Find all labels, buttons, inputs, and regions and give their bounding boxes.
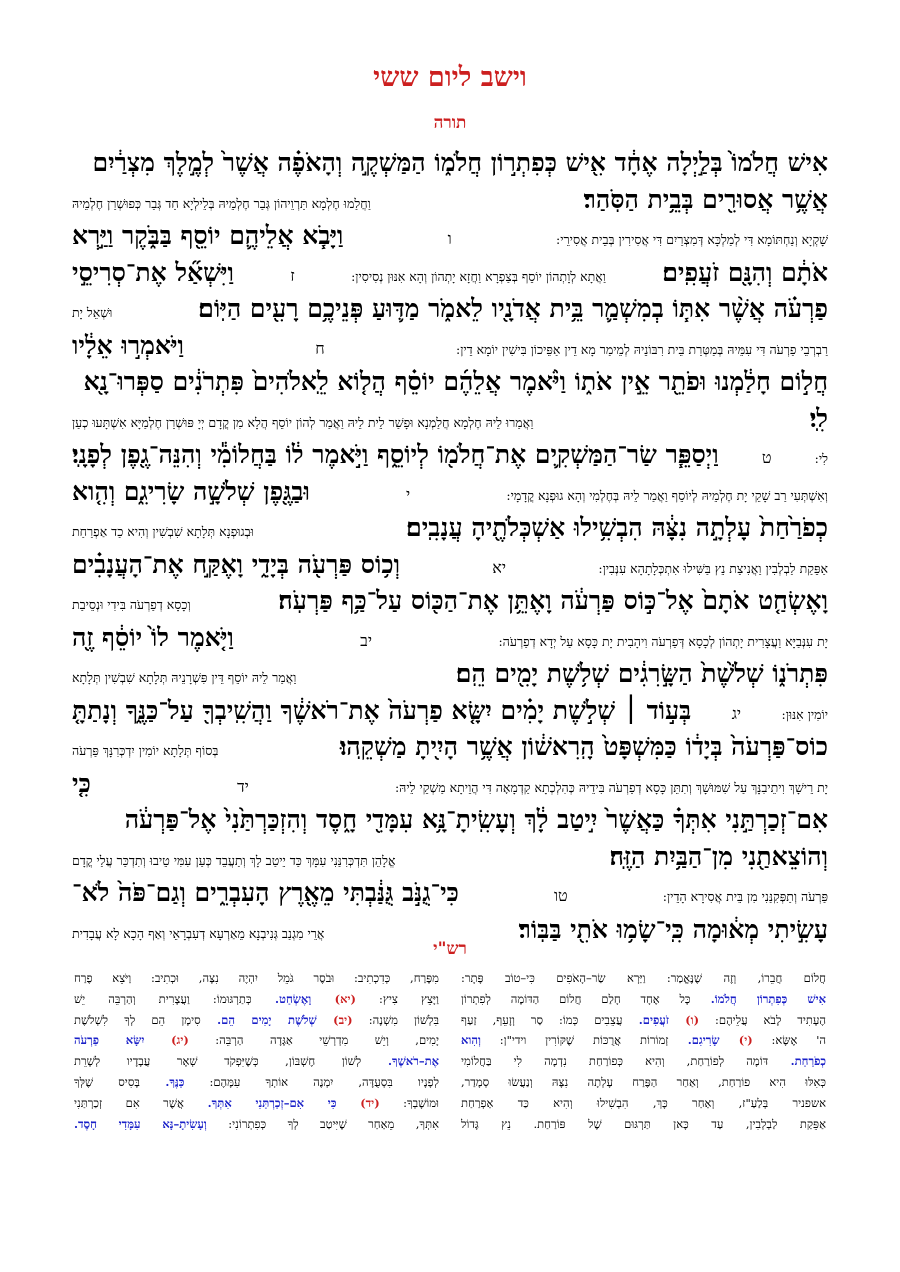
dibur-hamatchil: כַּנֶּךָ. xyxy=(139,1074,185,1089)
rashi-text: וּמוֹשָׁבְךָ: xyxy=(379,1095,439,1110)
rashi-line xyxy=(461,989,826,1010)
targum-text: אֱלָהֵן תִּדְכְּרִנַּנִי עִמָּךְ כַּד יֵיטַב לָךְ וְתַעֲבֵד כְּעַן עִמִּי טֵיבוּ וְתִדְכַּר עֲלַי קֳדָם xyxy=(72,852,396,868)
rashi-verse-ref: (י) xyxy=(719,1033,753,1048)
targum-text: וַאֲמַר לֵיהּ יוֹסֵף דֵּין פִּשְׁרָנֵיהּ תְּלָתָא שִׁבְשִׁין תְּלָתָא xyxy=(72,670,297,685)
rashi-commentary xyxy=(74,968,826,1248)
rashi-line xyxy=(461,968,826,989)
rashi-text: סִימָן הֵם לְךָ לִשְׁלֹשֶׁת xyxy=(74,1012,201,1027)
torah-line xyxy=(72,547,828,584)
verse-text: לִֽי׃ xyxy=(809,403,828,433)
rashi-line xyxy=(461,1093,826,1114)
torah-line xyxy=(72,729,828,766)
rashi-heading: רש"י xyxy=(433,939,467,959)
dibur-hamatchil: כִּי אִם–זְכַרְתַּנִי אִתְּךָ. xyxy=(183,1095,337,1110)
rashi-text: בִּלְשׁוֹן מִשְׁנָה: xyxy=(352,1012,439,1027)
rashi-text: יָמִים, וְיֵשׁ מִדְרְשֵׁי אַגָּדָה הַרְבֵּה: xyxy=(188,1033,439,1048)
verse-number: יא xyxy=(492,557,507,577)
torah-line xyxy=(72,839,828,876)
verse-text: פִּתְרֹנ֑וֹ שְׁלֹ֙שֶׁת֙ הַשָּׂ֣רִגִ֔ים שְׁלֹ֥שֶׁת יָמִ֖ים הֵֽם׃ xyxy=(455,659,828,688)
torah-line xyxy=(72,255,828,292)
verse-text: וָאֶשְׂחַ֤ט אֹתָם֙ אֶל־כּ֣וֹס פַּרְעֹ֔ה וָאֶתֵּ֥ן אֶת־הַכּ֖וֹס עַל־כַּ֥ף פַּרְעֹֽה׃ xyxy=(278,586,828,615)
targum-text: יָת עִנְּבַיָּא וַעֲצָרִית יָתְהוֹן לְכָסָא דְּפַרְעֹה וִיהָבִית יָת כָּסָא עַל יְדָא דְפַרְעֹה: xyxy=(498,633,828,649)
torah-text-block xyxy=(72,145,828,948)
rashi-text: דּוֹמָה לְפוֹרַחַת, וְהִיא כְּפוֹרַחַת נִדְמָה לִי בַּחֲלוֹמִי xyxy=(461,1054,769,1069)
verse-number: ז xyxy=(290,265,295,285)
dibur-hamatchil: זֹעֲפִים. xyxy=(622,1012,669,1027)
rashi-line xyxy=(74,1072,439,1093)
targum-text: וַאֲתָא לְוָתְהוֹן יוֹסֵף בְּצַפְרָא וַחֲזָא יָתְהוֹן וְהָא אִנּוּן נְסִיסִין: xyxy=(351,268,606,284)
rashi-line xyxy=(461,1010,826,1031)
dibur-hamatchil: שְׁלֹשֶׁת יָמִים הֵם. xyxy=(200,1012,317,1027)
verse-text: אֹתָ֔ם וְהִנָּ֖ם זֹעֲפִֽים׃ xyxy=(662,257,828,287)
verse-text: וְהוֹצֵאתַ֖נִי מִן־הַבַּ֥יִת הַזֶּֽה׃ xyxy=(609,841,828,871)
targum-text: שָׁקְיָא וְנַחְתּוֹמָא דִּי לְמַלְכָּא דְּמִצְרַיִם דִּי אֲסִירִין בְּבֵית אֲסִירֵי: xyxy=(556,232,828,247)
verse-text: וּבַגֶּ֖פֶן שְׁלֹשָׁ֣ה שָׂרִיגִ֑ם וְהִ֤וא xyxy=(72,476,310,506)
rashi-line xyxy=(74,989,439,1010)
rashi-verse-ref: (יד) xyxy=(336,1095,380,1110)
rashi-line xyxy=(74,1051,439,1072)
torah-line xyxy=(72,218,828,255)
torah-line xyxy=(72,182,828,219)
rashi-text: וַיָּצֵץ צִיץ: xyxy=(355,991,439,1006)
targum-text: יָת רֵישָׁךְ וִיתֵיבִנָּךְ עַל שִׁמּוּשָׁךְ וְתִתֵּן כָּסָא דְפַרְעֹה בִּידֵיהּ כְּהִלְכְתָא קַדְמָאָה דִּי הֲוֵיתָא מַשְׁקֵי לֵיהּ: xyxy=(394,779,828,795)
torah-line xyxy=(72,583,828,620)
verse-number: ט xyxy=(761,448,772,467)
torah-line xyxy=(72,364,828,401)
targum-text: וַחֲלַמוּ חֶלְמָא תַּרְוֵיהוֹן גְּבַר חֶלְמֵיהּ בְּלֵילְיָא חַד גְּבַר כְּפוּשְׁרַן חֶלְמֵיהּ xyxy=(72,195,371,211)
verse-text: עָשִׂ֣יתִי מְא֔וּמָה כִּֽי־שָׂמ֥וּ אֹתִ֖י בַּבּֽוֹר׃ xyxy=(518,914,828,944)
verse-text: אִם־זְכַרְתַּ֣נִי אִתְּךָ֗ כַּאֲשֶׁר֙ יִ֣יטַב לָ֔ךְ וְעָשִֽׂיתָ־נָּ֥א עִמָּדִ֖י חָ֑סֶד וְהִזְכַּרְתַּ֙נִי֙ אֶל־פַּרְעֹ֔ה xyxy=(124,805,828,834)
torah-line xyxy=(72,291,828,328)
rashi-line xyxy=(461,1072,826,1093)
dibur-hamatchil: וְהִוא xyxy=(461,1033,481,1048)
torah-line xyxy=(72,656,828,693)
targum-text: רַבְרְבֵי פַרְעֹה דִּי עִמֵּיהּ בְּמַטְּרַת בֵּית רִבּוֹנֵיהּ לְמֵימַר מָא דֵין אַפֵּיכוֹן בִּישִׁין יוֹמָא דֵין: xyxy=(455,341,828,357)
rashi-text: אֲשֶׁר אִם זְכַרְתַּנִי xyxy=(74,1095,184,1110)
torah-line xyxy=(72,437,828,474)
verse-text: כִּ֤י xyxy=(72,768,91,798)
rashi-text: ה' אֶשָּׂא: xyxy=(752,1033,826,1048)
verse-text: פַרְעֹ֗ה אֲשֶׁ֨ר אִתּ֧וֹ בְמִשְׁמַ֛ר בֵּ֥ית אֲדֹנָ֖יו לֵאמֹ֑ר מַדּ֛וּעַ פְּנֵיכֶ֥ם רָעִ֖ים הַיּֽוֹם׃ xyxy=(198,294,828,323)
targum-text: לִי: xyxy=(814,451,828,466)
verse-text: וַיֹּ֤אמֶר לוֹ֙ יוֹסֵ֔ף זֶ֖ה xyxy=(72,622,234,652)
rashi-text: זְמוֹרוֹת אֲרֻכּוֹת שֶׁקּוֹרִין וידי"ן: xyxy=(480,1033,669,1048)
dibur-hamatchil: וָאֶשְׂחַט. xyxy=(251,991,312,1006)
torah-line xyxy=(72,802,828,839)
rashi-text: אַפֵּקַת לַבְלְבִין, עַד כָּאן תַּרְגּוּם שֶׁל פּוֹרַחַת. נֵץ גָּדוֹל xyxy=(461,1116,826,1131)
rashi-text: מִפֶּרַח, כְּדִכְתִיב: וּבֹסֶר גֹּמֵל יִהְיֶה נִצָּה, וּכְתִיב: וַיֹּצֵא פֶרַח xyxy=(74,971,439,985)
rashi-column-right xyxy=(461,968,826,1248)
verse-text: כוֹס־פַּרְעֹה֙ בְּיָד֔וֹ כַּמִּשְׁפָּט֙ הָֽרִאשׁ֔וֹן אֲשֶׁ֥ר הָיִ֖יתָ מַשְׁקֵֽהוּ׃ xyxy=(339,732,828,761)
rashi-line xyxy=(74,1030,439,1051)
targum-text: וּבְגוּפְנָא תְּלָתָא שִׁבְשִׁין וְהִיא כַד אַפְרַחַת xyxy=(72,524,254,539)
rashi-verse-ref: (יג) xyxy=(144,1033,189,1048)
verse-number: יד xyxy=(236,776,249,796)
verse-text: וַיָּבֹ֧א אֲלֵיהֶ֛ם יוֹסֵ֖ף בַּבֹּ֑קֶר וַיַּ֣רְא xyxy=(72,221,344,250)
rashi-text: הֶעָתִיד לָבֹא עֲלֵיהֶם: xyxy=(699,1012,826,1027)
rashi-verse-ref: (ו) xyxy=(668,1012,700,1027)
torah-line xyxy=(72,145,828,182)
verse-text: וַיֹּאמְר֣וּ אֵלָ֔יו xyxy=(72,330,184,360)
rashi-line xyxy=(74,968,439,989)
verse-text: בְּע֣וֹד ׀ שְׁלֹ֣שֶׁת יָמִ֗ים יִשָּׂ֤א פַרְעֹה֙ אֶת־רֹאשֶׁ֔ךָ וַהֲשִֽׁיבְךָ֖ עַל־כַּנֶּ֑ךָ וְנָתַתָּ֤ xyxy=(72,695,692,725)
rashi-verse-ref: (יב) xyxy=(316,1012,353,1027)
torah-line xyxy=(72,766,828,803)
torah-line xyxy=(72,693,828,730)
rashi-text: עֲצֵבִים כְּמוֹ: סַר וְזָעֵף, זַעַף xyxy=(461,1012,623,1027)
verse-text: וַיְסַפֵּ֧ר שַׂר־הַמַּשְׁקִ֛ים אֶת־חֲלֹמ֖וֹ לְיוֹסֵ֑ף וַיֹּ֣אמֶר ל֔וֹ בַּחֲלוֹמִ֕י וְהִנֵּה־גֶ֖פֶן לְפָנָֽי׃ xyxy=(72,440,719,469)
verse-text: כְפֹרַ֙חַת֙ עָלְתָ֣ה נִצָּ֔הּ הִבְשִׁ֥ילוּ אַשְׁכְּלֹתֶ֖יהָ עֲנָבִֽים׃ xyxy=(406,513,828,542)
torah-line xyxy=(72,328,828,365)
verse-text: אֲשֶׁ֥ר אֲסוּרִ֖ים בְּבֵ֥ית הַסֹּֽהַר׃ xyxy=(583,184,828,214)
verse-text: אִישׁ חֲלֹמוֹ֙ בְּלַ֣יְלָה אֶחָ֔ד אִ֖ישׁ כְּפִתְר֣וֹן חֲלֹמ֑וֹ הַמַּשְׁקֶ֣ה וְהָאֹפֶ֗ה אֲשֶׁר֙ לְמֶ֣לֶךְ מִצְרַ֔יִם xyxy=(92,148,828,177)
verse-number: י xyxy=(406,484,411,504)
rashi-text: אִתְּךָ, מֵאַחַר שֶׁיִּיטַב לְךָ כְּפִתְרוֹנִי: xyxy=(206,1116,439,1131)
rashi-line xyxy=(74,1010,439,1031)
rashi-text: חֲלוֹם חֲבֵרוֹ, וְזֶה שֶׁנֶּאֱמַר: וַיַּרְא שַׂר–הָאֹפִים כִּי–טוֹב פָּתָר: xyxy=(461,971,826,985)
dibur-hamatchil: אִישׁ כְּפִתְרוֹן חֲלֹמוֹ. xyxy=(690,991,826,1006)
rashi-text: בָּסִיס שֶׁלְּךָ xyxy=(74,1074,140,1089)
dibur-hamatchil: שָׂרִיגִם. xyxy=(668,1033,720,1048)
rashi-line xyxy=(461,1114,826,1135)
page-title: וישב ליום ששי xyxy=(373,62,527,93)
targum-text: וְאִשְׁתְּעִי רַב שָׁקֵי יָת חֶלְמֵיהּ לְיוֹסֵף וַאֲמַר לֵיהּ בְּחֶלְמִי וְהָא גוּפְנָא קֳדָמָי: xyxy=(506,487,828,503)
targum-text: בְּסוֹף תְּלָתָא יוֹמִין יִדְכְּרִנָּךְ פַּרְעֹה xyxy=(72,743,219,758)
targum-text: פַּרְעֹה וְתַפְּקִנַּנִי מִן בֵּית אֲסִירָא הָדֵין: xyxy=(662,889,828,904)
targum-text: אַפֵּקַת לַבְלְבִין וַאֲנִיצַת נֵץ בַּשִּׁילוּ אִתְכְּלָתָהָא עִנְּבִין: xyxy=(598,560,828,576)
verse-text: כִּי־גֻנֹּ֣ב גֻּנַּ֔בְתִּי מֵאֶ֖רֶץ הָעִבְרִ֑ים וְגַם־פֹּה֙ לֹא־ xyxy=(72,878,459,907)
verse-number: יג xyxy=(731,703,742,723)
torah-line xyxy=(72,401,828,438)
verse-number: ח xyxy=(315,338,325,358)
verse-number: טו xyxy=(553,886,568,905)
targum-text: וַאֲמַרוּ לֵיהּ חֶלְמָא חֲלַמְנָא וּפָשַׁר לֵית לֵיהּ וַאֲמַר לְהוֹן יוֹסֵף הֲלָא מִן קֳדָם יְיָ פּוּשְׁרַן חֶלְמַיָּא אִשְׁתָּעוּ כְעַן xyxy=(72,414,534,430)
targum-text: וּשְׁאֵל יָת xyxy=(72,305,113,320)
rashi-text: כְּתַרְגּוּמוֹ: וַעֲצָרִית וְהַרְבֵּה יֵשׁ xyxy=(74,991,252,1006)
targum-text: וְכָסָא דְפַרְעֹה בִּידִי וּנְסֵיבַת xyxy=(72,597,191,612)
torah-line xyxy=(72,620,828,657)
rashi-column-left xyxy=(74,968,439,1248)
torah-line xyxy=(72,474,828,511)
dibur-hamatchil: אֶת–רֹאשֶׁךָ. xyxy=(361,1054,439,1069)
rashi-line xyxy=(461,1051,826,1072)
rashi-text: לְפָנָיו בִּסְעֻדָּה, יִמְנֶה אוֹתְךָ עִמָּהֶם: xyxy=(184,1074,439,1089)
rashi-text: כָּל אֶחָד חָלַם חֲלוֹם הַדּוֹמֶה לְפִתְרוֹן xyxy=(461,991,691,1006)
rashi-text: לְשׁוֹן חֶשְׁבּוֹן, כְּשֶׁיִּפְקֹד שְׁאָר עֲבָדָיו לְשָׁרֵת xyxy=(74,1054,362,1069)
verse-text: חֲל֣וֹם חָלַ֔מְנוּ וּפֹתֵ֖ר אֵ֣ין אֹת֑וֹ וַיֹּ֨אמֶר אֲלֵהֶ֜ם יוֹסֵ֗ף הֲל֤וֹא לֵֽאלֹהִים֙ פִּתְרֹנִ֔ים סַפְּרוּ־נָ֖א xyxy=(83,367,828,396)
dibur-hamatchil: כְפֹרַחַת. xyxy=(768,1054,826,1069)
dibur-hamatchil: וְעָשִׂיתָ–נָּא עִמָּדִי חָסֶד. xyxy=(74,1116,207,1131)
rashi-line xyxy=(74,1114,439,1135)
torah-line xyxy=(72,510,828,547)
verse-number: יב xyxy=(360,630,373,650)
targum-text: יוֹמִין אִנּוּן: xyxy=(781,706,828,722)
rashi-line xyxy=(461,1030,826,1051)
torah-heading: תורה xyxy=(433,113,467,133)
verse-text: וַיִּשְׁאַ֞ל אֶת־סְרִיסֵ֣י xyxy=(72,257,234,287)
rashi-text: אשפניר בְּלַעַ"ז, וְאַחַר כָּךְ, הִבְשִׁילוּ וְהִיא כַּד אַפְרַחַת xyxy=(461,1095,826,1110)
targum-text: אֲרֵי מִגְנַב גְּנִיבְנָא מֵאַרְעָא דְעִבְרָאֵי וְאַף הָכָא לָא עֲבָדִית xyxy=(72,925,325,941)
torah-line xyxy=(72,875,828,912)
verse-text: וְכ֥וֹס פַּרְעֹ֖ה בְּיָדִ֑י וָאֶקַּ֣ח אֶת־הָעֲנָבִ֗ים xyxy=(72,549,400,579)
rashi-verse-ref: (יא) xyxy=(311,991,356,1006)
verse-number: ו xyxy=(447,229,452,248)
rashi-text: כְּאִלּוּ הִיא פוֹרַחַת, וְאַחַר הַפֶּרַח עָלְתָה נִצָּהּ וְנַעֲשׂוּ סְמָדַר, xyxy=(461,1074,826,1089)
rashi-line xyxy=(74,1093,439,1114)
dibur-hamatchil: יִשָּׂא פַרְעֹה xyxy=(74,1033,145,1048)
